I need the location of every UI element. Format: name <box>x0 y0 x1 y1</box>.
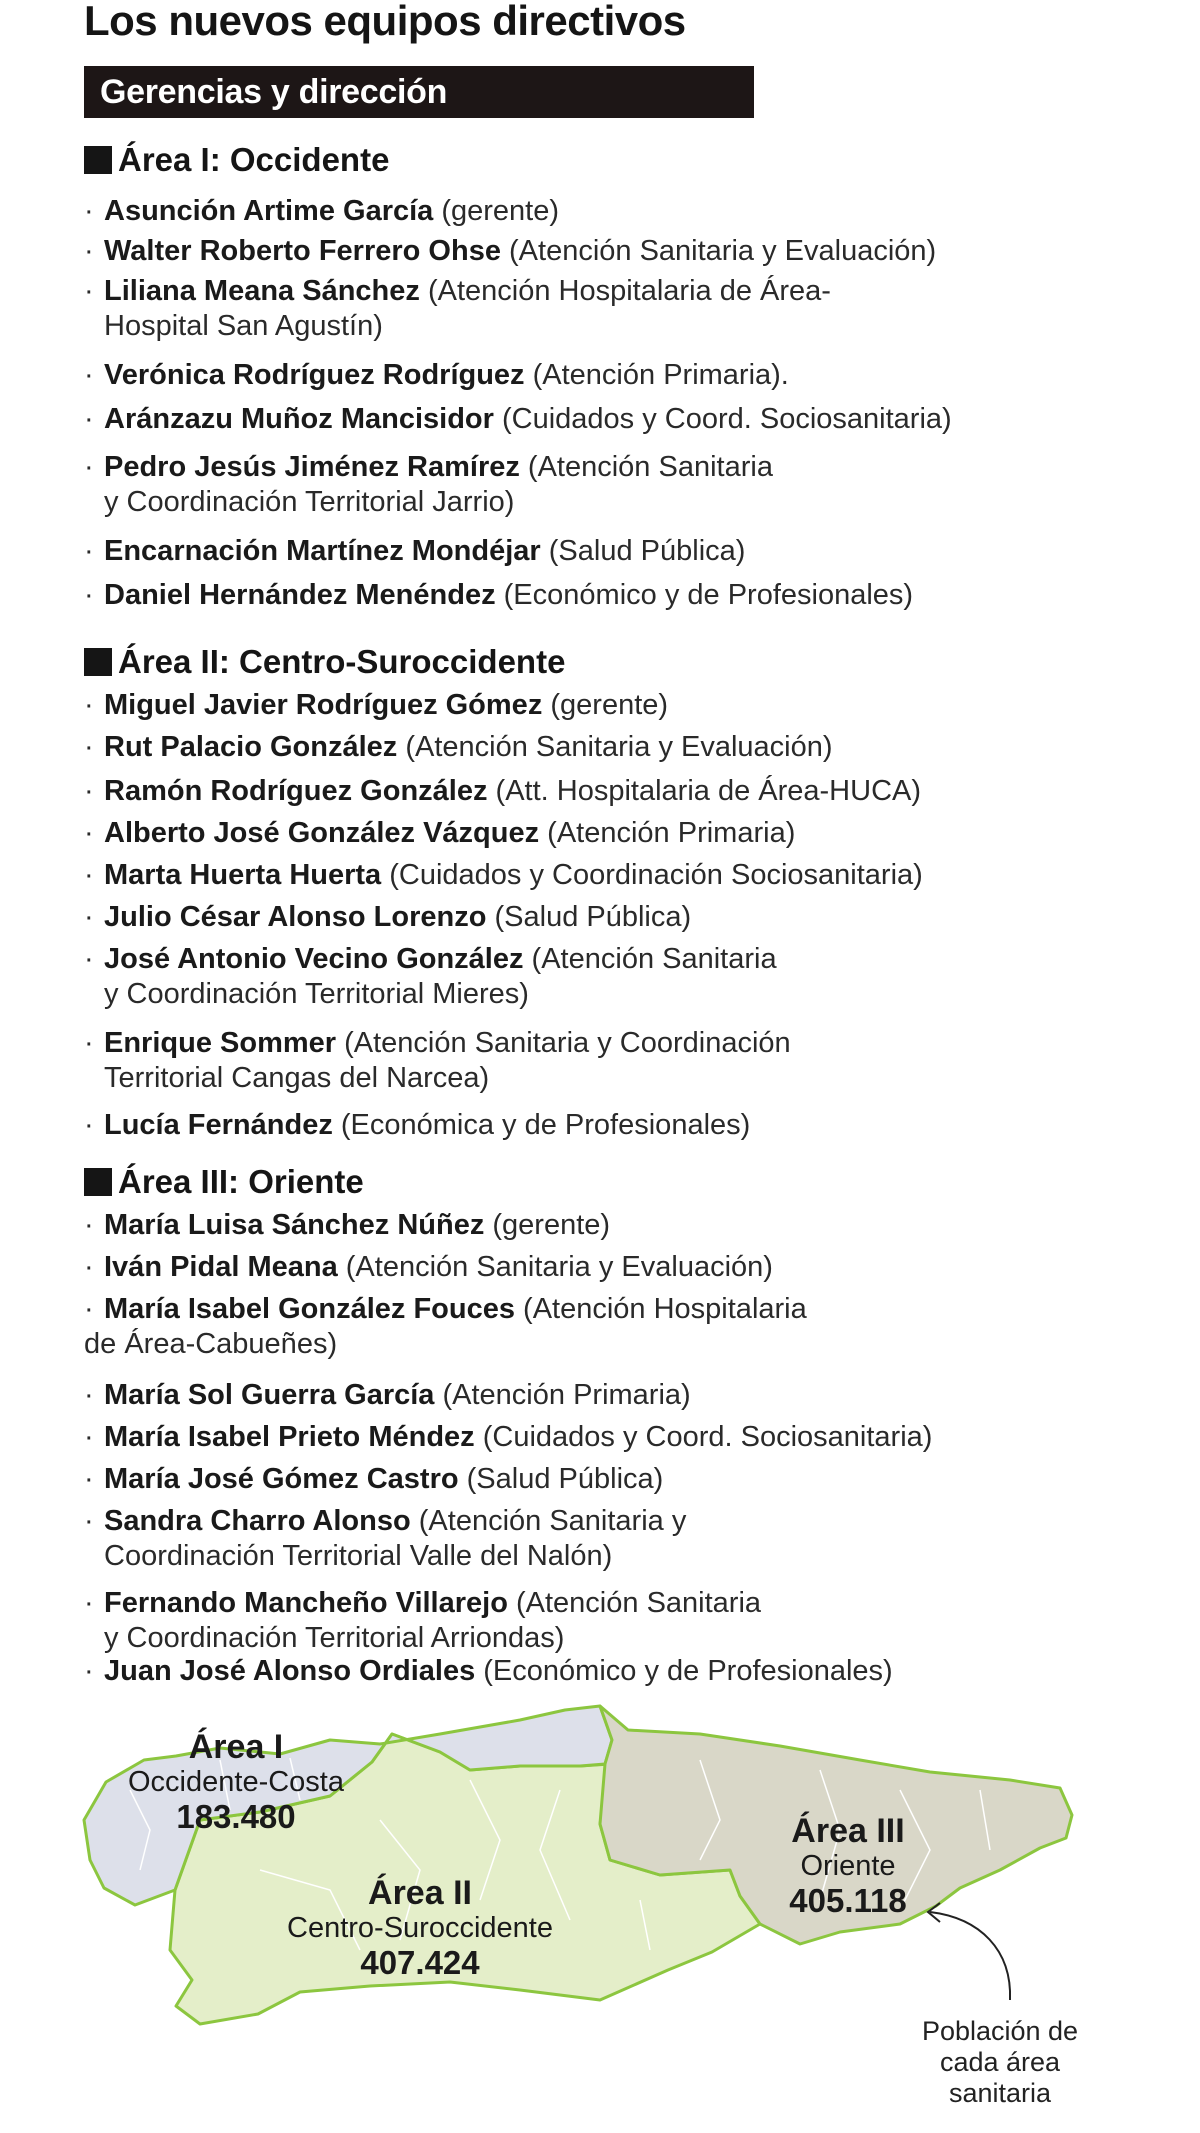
area-heading <box>84 141 389 179</box>
bullet-icon: · <box>84 275 94 307</box>
person-role-continued: y Coordinación Territorial Arriondas) <box>104 1622 565 1654</box>
person-role: (Atención Sanitaria y Evaluación) <box>500 235 937 267</box>
bullet-icon: · <box>84 359 94 391</box>
person-role-continued: y Coordinación Territorial Mieres) <box>104 978 529 1010</box>
bullet-icon: · <box>84 451 94 483</box>
person-name: Pedro Jesús Jiménez Ramírez <box>104 451 520 483</box>
bullet-icon: · <box>84 859 94 891</box>
person-role-continued: Territorial Cangas del Narcea) <box>104 1062 490 1094</box>
list-item <box>84 1504 686 1574</box>
square-icon <box>84 146 112 174</box>
area-heading <box>84 643 565 681</box>
person-role: (Salud Pública) <box>486 901 692 933</box>
bullet-icon: · <box>84 579 94 611</box>
person-name: María Luisa Sánchez Núñez <box>104 1209 485 1241</box>
bullet-icon: · <box>84 1505 94 1537</box>
person-name: Rut Palacio González <box>104 731 398 763</box>
person-role-continued: Coordinación Territorial Valle del Nalón) <box>104 1540 613 1572</box>
person-role: (gerente) <box>542 689 669 721</box>
person-name: Sandra Charro Alonso <box>104 1505 411 1537</box>
person-name: Walter Roberto Ferrero Ohse <box>104 235 501 267</box>
person-name: María Isabel González Fouces <box>104 1293 515 1325</box>
person-role: (Atención Primaria) <box>434 1379 691 1411</box>
map-area-1-zone: Occidente-Costa <box>128 1766 344 1798</box>
person-name: Julio César Alonso Lorenzo <box>104 901 487 933</box>
list-item <box>84 1208 610 1243</box>
list-item <box>84 194 559 229</box>
person-role: (Atención Sanitaria y Evaluación) <box>337 1251 773 1283</box>
square-icon <box>84 648 112 676</box>
list-item <box>84 942 777 1012</box>
person-role: (Económica y de Profesionales) <box>332 1109 751 1141</box>
list-item <box>84 450 773 520</box>
map-area-2-population: 407.424 <box>360 1944 480 1981</box>
section-banner <box>84 66 754 118</box>
person-name: Verónica Rodríguez Rodríguez <box>104 359 525 391</box>
pointer-arrow <box>930 1912 1010 2000</box>
section-banner-label: Gerencias y dirección <box>100 73 448 111</box>
list-item <box>84 816 795 851</box>
map-area-3-zone: Oriente <box>800 1850 896 1882</box>
list-item <box>84 858 923 893</box>
area-heading <box>84 1163 364 1201</box>
map-area-1-population: 183.480 <box>176 1798 296 1835</box>
person-role-continued: de Área-Cabueñes) <box>84 1328 338 1360</box>
person-name: Juan José Alonso Ordiales <box>104 1655 476 1687</box>
person-role: (Atención Hospitalaria de Área- <box>419 275 831 307</box>
person-role: (Cuidados y Coord. Sociosanitaria) <box>474 1421 933 1453</box>
bullet-icon: · <box>84 775 94 807</box>
map-area-1-name: Área I <box>188 1728 284 1766</box>
map-label-area-1 <box>96 1728 376 1836</box>
bullet-icon: · <box>84 1293 94 1325</box>
list-item <box>84 1586 761 1656</box>
person-name: Fernando Mancheño Villarejo <box>104 1587 508 1619</box>
list-item <box>84 578 913 613</box>
person-name: María José Gómez Castro <box>104 1463 459 1495</box>
bullet-icon: · <box>84 235 94 267</box>
person-role: (Cuidados y Coord. Sociosanitaria) <box>493 403 952 435</box>
list-item <box>84 534 745 569</box>
person-name: Aránzazu Muñoz Mancisidor <box>104 403 494 435</box>
map-area-3-population: 405.118 <box>789 1882 907 1919</box>
bullet-icon: · <box>84 1463 94 1495</box>
list-item <box>84 402 952 437</box>
area-heading-label: Área II: Centro-Suroccidente <box>118 643 566 680</box>
list-item <box>84 1420 932 1455</box>
list-item <box>84 688 668 723</box>
list-item <box>84 1026 791 1096</box>
person-role: (Atención Sanitaria <box>523 943 777 975</box>
bullet-icon: · <box>84 1109 94 1141</box>
bullet-icon: · <box>84 1379 94 1411</box>
list-item <box>84 900 691 935</box>
area-heading-label: Área I: Occidente <box>118 141 390 178</box>
bullet-icon: · <box>84 901 94 933</box>
list-item <box>84 1250 773 1285</box>
map-label-area-3 <box>768 1812 928 1920</box>
person-role: (Atención Sanitaria y Coordinación <box>336 1027 791 1059</box>
person-role: (Att. Hospitalaria de Área-HUCA) <box>487 775 922 807</box>
person-name: Enrique Sommer <box>104 1027 337 1059</box>
person-name: Asunción Artime García <box>104 195 434 227</box>
person-name: Ramón Rodríguez González <box>104 775 488 807</box>
list-item <box>84 1108 750 1143</box>
list-item <box>84 1378 691 1413</box>
bullet-icon: · <box>84 403 94 435</box>
person-name: Daniel Hernández Menéndez <box>104 579 496 611</box>
person-role-continued: Hospital San Agustín) <box>104 310 383 342</box>
person-name: Alberto José González Vázquez <box>104 817 540 849</box>
bullet-icon: · <box>84 943 94 975</box>
person-role: (gerente) <box>433 195 560 227</box>
person-role: (Atención Sanitaria y Evaluación) <box>397 731 833 763</box>
person-role: (Cuidados y Coordinación Sociosanitaria) <box>381 859 923 891</box>
bullet-icon: · <box>84 817 94 849</box>
map-area-3-name: Área III <box>791 1812 905 1850</box>
list-item <box>84 274 831 344</box>
bullet-icon: · <box>84 689 94 721</box>
bullet-icon: · <box>84 1587 94 1619</box>
bullet-icon: · <box>84 1027 94 1059</box>
person-role: (gerente) <box>484 1209 611 1241</box>
bullet-icon: · <box>84 1655 94 1687</box>
bullet-icon: · <box>84 1421 94 1453</box>
list-item <box>84 358 789 393</box>
person-role-continued: y Coordinación Territorial Jarrio) <box>104 486 515 518</box>
person-name: Liliana Meana Sánchez <box>104 275 420 307</box>
person-name: Marta Huerta Huerta <box>104 859 382 891</box>
bullet-icon: · <box>84 535 94 567</box>
person-name: Encarnación Martínez Mondéjar <box>104 535 541 567</box>
person-role: (Salud Pública) <box>458 1463 664 1495</box>
person-role: (Atención Primaria). <box>524 359 789 391</box>
bullet-icon: · <box>84 731 94 763</box>
person-role: (Atención Sanitaria <box>519 451 773 483</box>
square-icon <box>84 1168 112 1196</box>
map-area-2-name: Área II <box>368 1874 472 1912</box>
area-heading-label: Área III: Oriente <box>118 1163 364 1200</box>
list-item <box>84 730 833 765</box>
list-item <box>84 1292 807 1362</box>
list-item <box>84 774 921 809</box>
person-name: Miguel Javier Rodríguez Gómez <box>104 689 543 721</box>
list-item <box>84 1654 893 1689</box>
person-role: (Salud Pública) <box>540 535 746 567</box>
list-item <box>84 234 936 269</box>
map-label-area-2 <box>255 1874 585 1982</box>
person-role: (Atención Primaria) <box>539 817 796 849</box>
page-title: Los nuevos equipos directivos <box>84 0 686 44</box>
person-name: Lucía Fernández <box>104 1109 333 1141</box>
person-role: (Atención Hospitalaria <box>514 1293 807 1325</box>
bullet-icon: · <box>84 1209 94 1241</box>
bullet-icon: · <box>84 195 94 227</box>
person-role: (Económico y de Profesionales) <box>495 579 914 611</box>
bullet-icon: · <box>84 1251 94 1283</box>
person-role: (Atención Sanitaria y <box>410 1505 687 1537</box>
person-name: María Sol Guerra García <box>104 1379 435 1411</box>
person-name: María Isabel Prieto Méndez <box>104 1421 475 1453</box>
person-name: José Antonio Vecino González <box>104 943 524 975</box>
map-area-2-zone: Centro-Suroccidente <box>287 1912 553 1944</box>
population-note: Población de cada área sanitaria <box>921 2016 1079 2108</box>
person-role: (Atención Sanitaria <box>507 1587 762 1619</box>
list-item <box>84 1462 663 1497</box>
person-name: Iván Pidal Meana <box>104 1251 338 1283</box>
person-role: (Económico y de Profesionales) <box>475 1655 893 1687</box>
